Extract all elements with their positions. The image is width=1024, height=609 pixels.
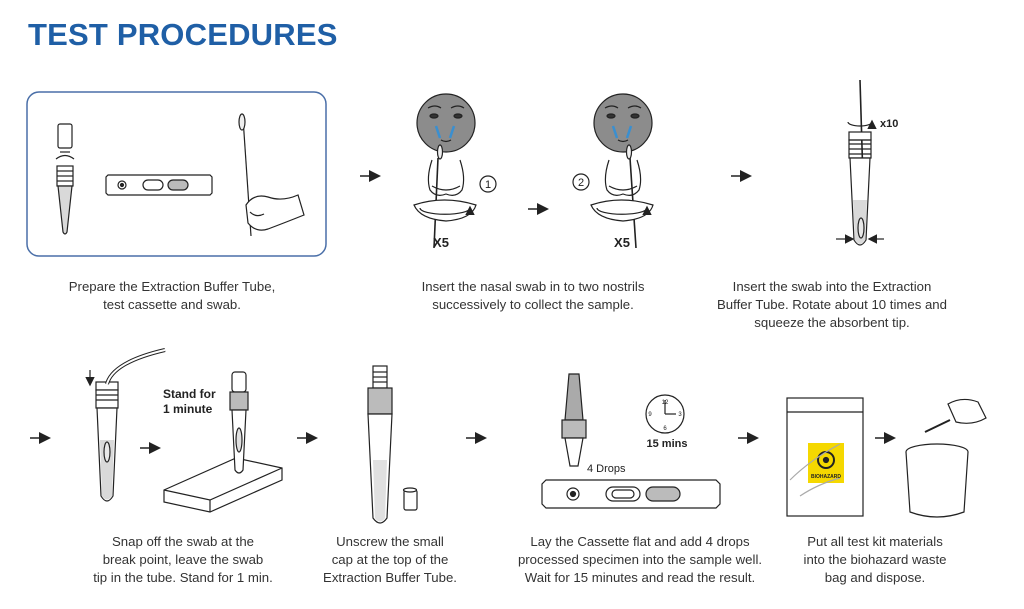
step-3-caption <box>696 278 968 332</box>
snap-swab-icon <box>90 350 165 501</box>
clock-6: 6 <box>663 426 667 432</box>
step-5-line-3: Extraction Buffer Tube. <box>323 570 457 585</box>
nasal-swab-face-2 <box>573 94 653 248</box>
nasal-swab-face-1 <box>414 94 496 248</box>
add-drops-icon <box>542 374 720 508</box>
stand-label-line-2: 1 minute <box>163 402 213 416</box>
step-3-line-3: squeeze the absorbent tip. <box>754 315 910 330</box>
waste-bin-icon <box>906 399 986 517</box>
step-4-line-2: break point, leave the swab <box>102 552 264 567</box>
step-1-caption <box>40 278 304 314</box>
step-5-line-1: Unscrew the small <box>336 534 444 549</box>
clock-3: 3 <box>678 412 682 418</box>
step-2-caption <box>393 278 673 314</box>
step-marker-2: 2 <box>577 177 585 189</box>
step-4-line-3: tip in the tube. Stand for 1 min. <box>93 570 273 585</box>
unscrew-cap-icon <box>368 366 417 523</box>
biohazard-label: BIOHAZARD <box>811 474 841 480</box>
step-7-line-3: bag and dispose. <box>824 570 926 585</box>
rotate-count-label: x10 <box>880 118 899 130</box>
stand-label-line-1: Stand for <box>163 387 216 401</box>
step-3-line-2: Buffer Tube. Rotate about 10 times and <box>717 297 947 312</box>
step-7-caption <box>780 533 970 587</box>
swab-in-tube-icon <box>836 80 884 245</box>
clock-12: 12 <box>661 400 669 406</box>
step-6-caption <box>490 533 790 587</box>
step-4-line-1: Snap off the swab at the <box>112 534 254 549</box>
swab-icon <box>239 114 304 236</box>
step-5-line-2: cap at the top of the <box>331 552 449 567</box>
step-7-line-2: into the biohazard waste <box>803 552 947 567</box>
step-7-line-1: Put all test kit materials <box>807 534 943 549</box>
clock-9: 9 <box>648 412 652 418</box>
step-4-caption <box>63 533 303 587</box>
step-6-line-1: Lay the Cassette flat and add 4 drops <box>530 534 750 549</box>
repeat-label-1: X5 <box>433 235 449 250</box>
step-6-line-2: processed specimen into the sample well. <box>517 552 763 567</box>
step-5-caption <box>300 533 480 587</box>
step-marker-1: 1 <box>484 179 492 191</box>
step-3-line-1: Insert the swab into the Extraction <box>732 279 932 294</box>
repeat-label-2: X5 <box>614 235 630 250</box>
step-1-line-2: test cassette and swab. <box>103 297 241 312</box>
drops-label: 4 Drops <box>587 463 626 475</box>
step-6-line-3: Wait for 15 minutes and read the result. <box>524 570 756 585</box>
test-cassette-icon <box>106 175 212 195</box>
biohazard-bag-icon <box>787 398 863 516</box>
page-title: TEST PROCEDURES <box>28 17 338 52</box>
step-2-line-1: Insert the nasal swab in to two nostrils <box>421 279 645 294</box>
step-2-line-2: successively to collect the sample. <box>432 297 634 312</box>
timer-label: 15 mins <box>646 438 688 450</box>
buffer-tube-icon <box>56 124 74 234</box>
step-1-line-1: Prepare the Extraction Buffer Tube, <box>68 279 276 294</box>
